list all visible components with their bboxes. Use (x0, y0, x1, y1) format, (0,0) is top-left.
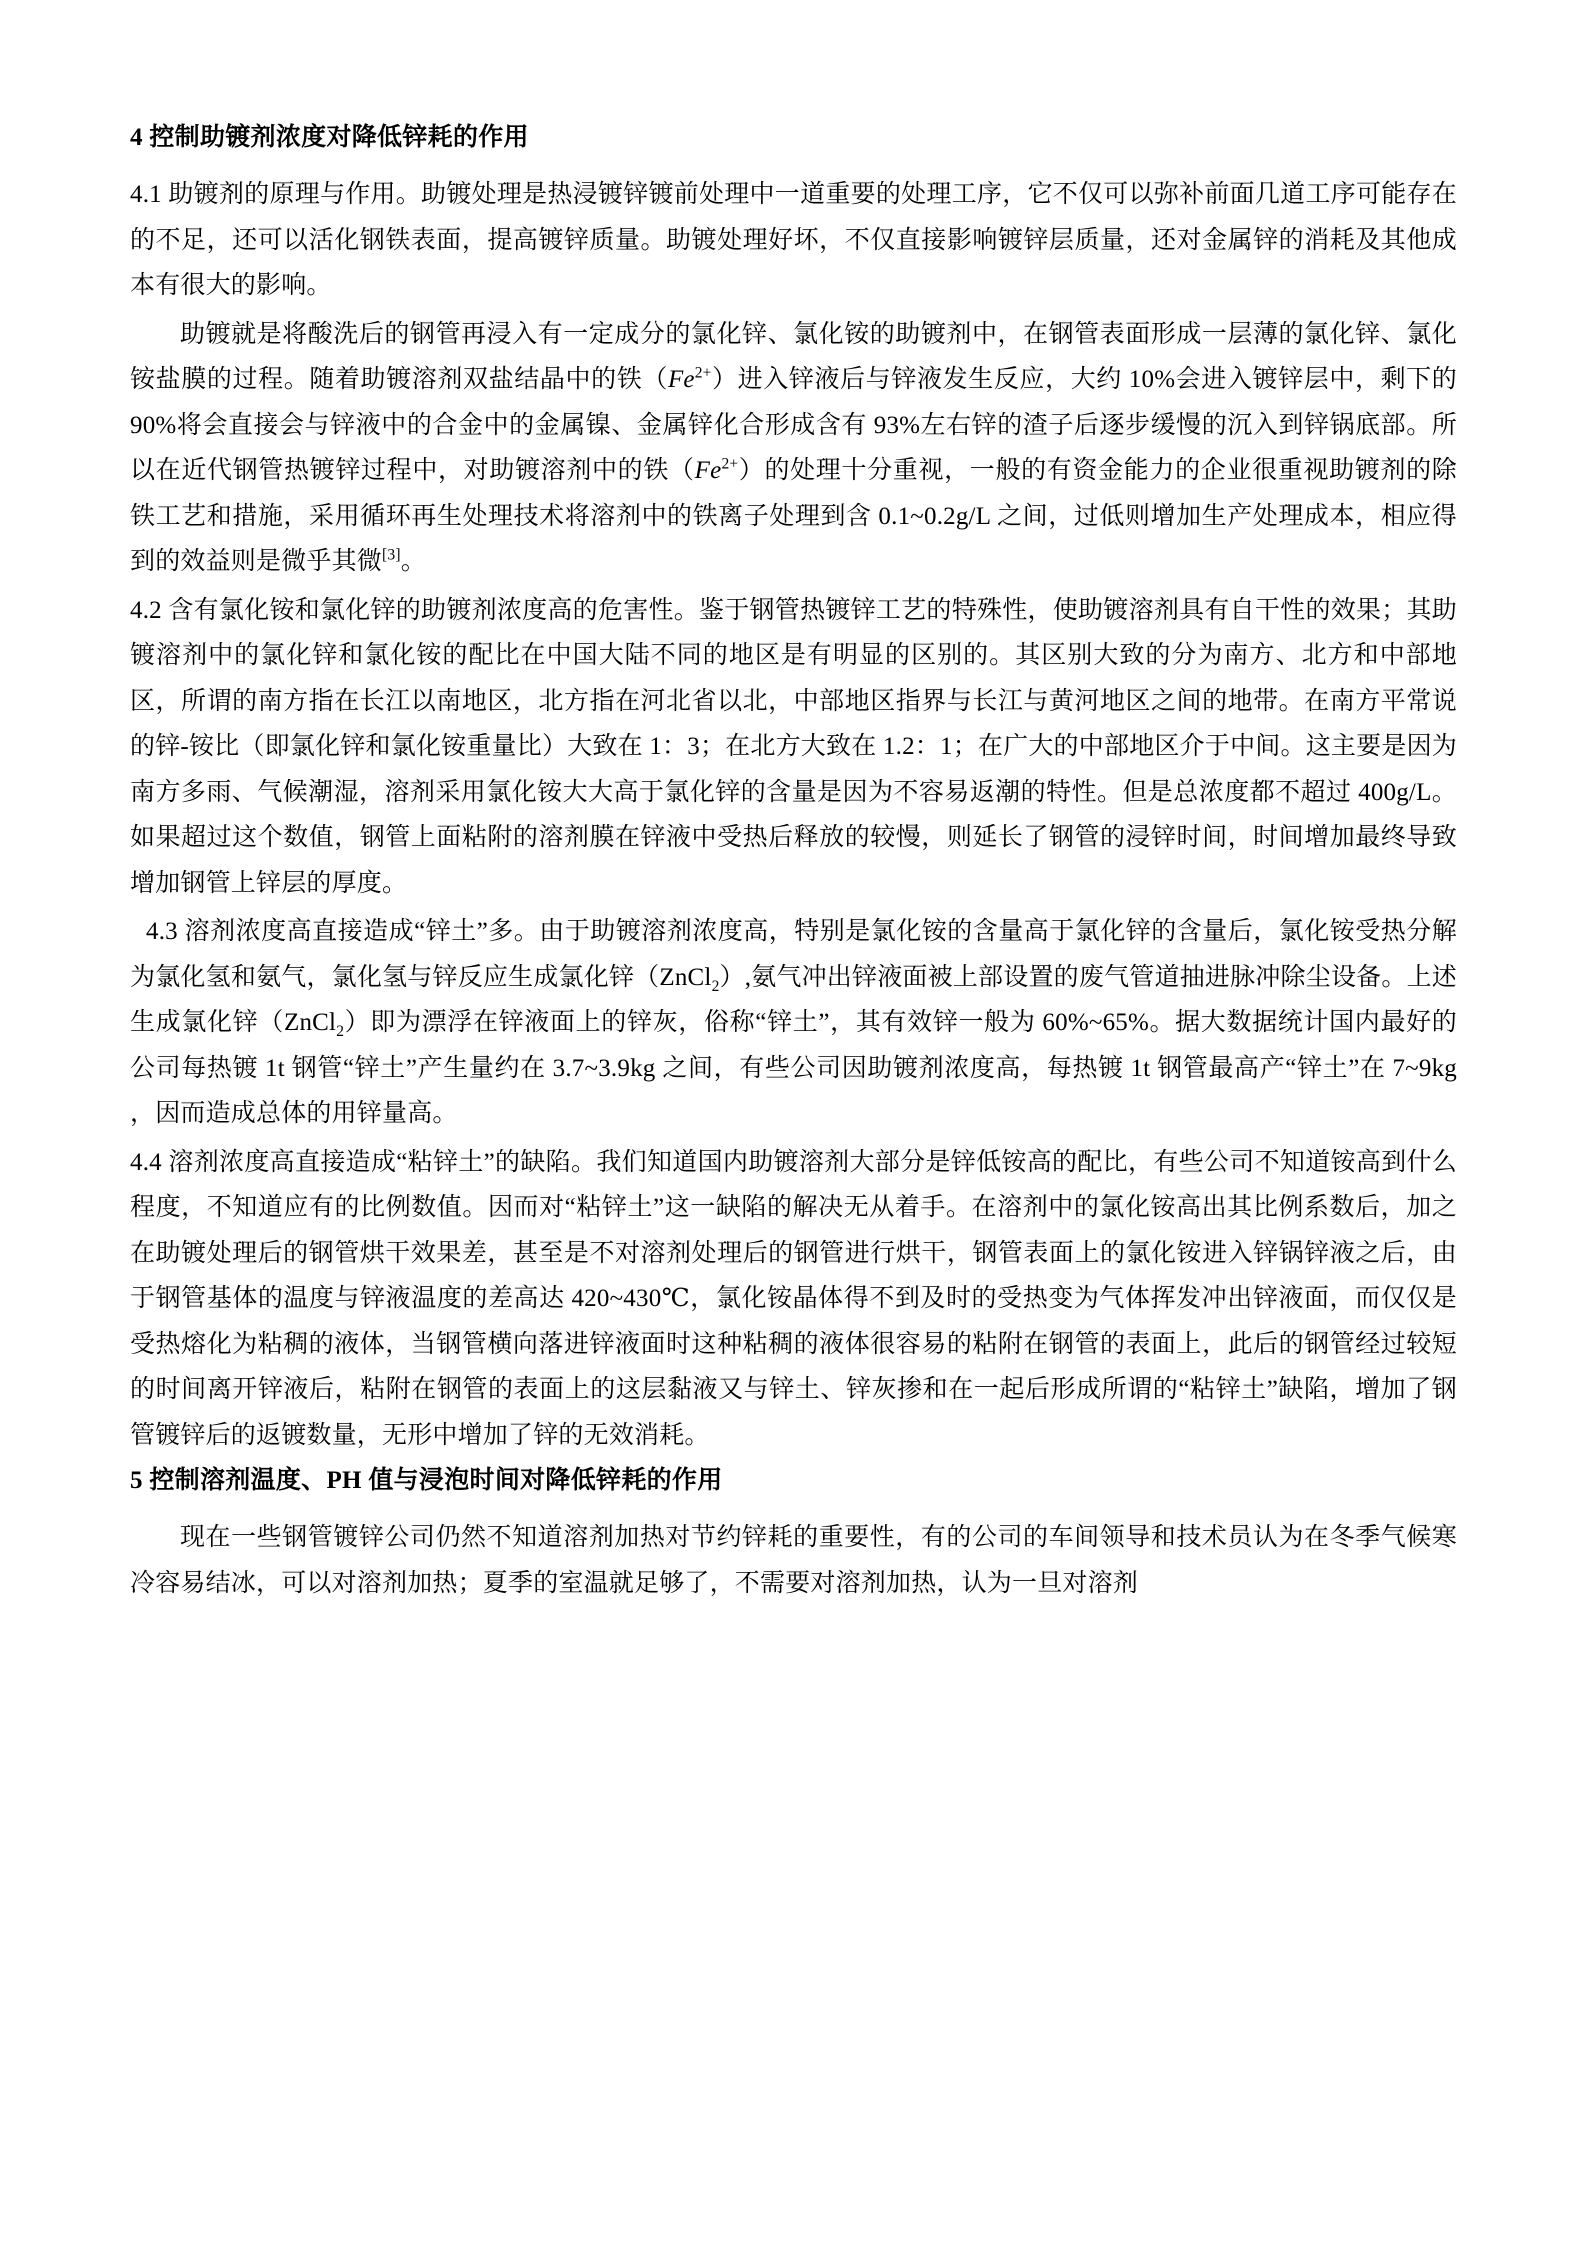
paragraph-4-3: 4.3 溶剂浓度高直接造成“锌土”多。由于助镀溶剂浓度高，特别是氯化铵的含量高于氯化锌的含量后，氯化铵受热分解为氯化氢和氨气，氯化氢与锌反应生成氯化锌（ZnCl$_2$）,氨气冲出锌液面被上部设置的废气管道抽进脉冲除尘设备。上述生成氯化锌（ZnCl$_2$）即为漂浮在锌液面上的锌灰，俗称“锌土”，其有效锌一般为 60%~65%。据大数据统计国内最好的公司每热镀 1t 钢管“锌土”产生量约在 3.7~3.9kg 之间，有些公司因助镀剂浓度高，每热镀 1t 钢管最高产“锌土”在 7~9kg ，因而造成总体的用锌量高。 (130, 918, 1457, 1127)
paragraph-4-1: 4.1 助镀剂的原理与作用。助镀处理是热浸镀锌镀前处理中一道重要的处理工序，它不仅可以弥补前面几道工序可能存在的不足，还可以活化钢铁表面，提高镀锌质量。助镀处理好坏，不仅直接影响镀锌层质量，还对金属锌的消耗及其他成本有很大的影响。 (130, 181, 1457, 299)
document-body (130, 118, 1457, 1606)
section-heading-4: 4 控制助镀剂浓度对降低锌耗的作用 (130, 124, 529, 151)
paragraph-4-1-continued: 助镀就是将酸洗后的钢管再浸入有一定成分的氯化锌、氯化铵的助镀剂中，在钢管表面形成一层薄的氯化锌、氯化铵盐膜的过程。随着助镀溶剂双盐结晶中的铁$(Fe^{2+})$进入锌液后与锌液发生反应，大约 10%会进入镀锌层中，剩下的 90%将会直接会与锌液中的合金中的金属镍、金属锌化合形成含有 93%左右锌的渣子后逐步缓慢的沉入到锌锅底部。所以在近代钢管热镀锌过程中，对助镀溶剂中的铁$(Fe^{2+})$的处理十分重视，一般的有资金能力的企业很重视助镀剂的除铁工艺和措施，采用循环再生处理技术将溶剂中的铁离子处理到含 0.1~0.2g/L 之间，过低则增加生产处理成本，相应得到的效益则是微乎其微[3]。 (130, 320, 1457, 575)
paragraph-4-2: 4.2 含有氯化铵和氯化锌的助镀剂浓度高的危害性。鉴于钢管热镀锌工艺的特殊性，使助镀溶剂具有自干性的效果；其助镀溶剂中的氯化锌和氯化铵的配比在中国大陆不同的地区是有明显的区别的。其区别大致的分为南方、北方和中部地区，所谓的南方指在长江以南地区，北方指在河北省以北，中部地区指界与长江与黄河地区之间的地带。在南方平常说的锌-铵比（即氯化锌和氯化铵重量比）大致在 1：3；在北方大致在 1.2：1；在广大的中部地区介于中间。这主要是因为南方多雨、气候潮湿，溶剂采用氯化铵大大高于氯化锌的含量是因为不容易返潮的特性。但是总浓度都不超过 400g/L。如果超过这个数值，钢管上面粘附的溶剂膜在锌液中受热后释放的较慢，则延长了钢管的浸锌时间，时间增加最终导致增加钢管上锌层的厚度。 (130, 596, 1457, 897)
section-heading-5: 5 控制溶剂温度、PH 值与浸泡时间对降低锌耗的作用 (130, 1467, 723, 1494)
paragraph-5-1: 现在一些钢管镀锌公司仍然不知道溶剂加热对节约锌耗的重要性，有的公司的车间领导和技术员认为在冬季气候寒冷容易结冰，可以对溶剂加热；夏季的室温就足够了，不需要对溶剂加热，认为一旦对溶剂 (130, 1524, 1457, 1597)
paragraph-4-4: 4.4 溶剂浓度高直接造成“粘锌土”的缺陷。我们知道国内助镀溶剂大部分是锌低铵高的配比，有些公司不知道铵高到什么程度，不知道应有的比例数值。因而对“粘锌土”这一缺陷的解决无从着手。在溶剂中的氯化铵高出其比例系数后，加之在助镀处理后的钢管烘干效果差，甚至是不对溶剂处理后的钢管进行烘干，钢管表面上的氯化铵进入锌锅锌液之后，由于钢管基体的温度与锌液温度的差高达 420~430℃，氯化铵晶体得不到及时的受热变为气体挥发冲出锌液面，而仅仅是受热熔化为粘稠的液体，当钢管横向落进锌液面时这种粘稠的液体很容易的粘附在钢管的表面上，此后的钢管经过较短的时间离开锌液后，粘附在钢管的表面上的这层黏液又与锌土、锌灰掺和在一起后形成所谓的“粘锌土”缺陷，增加了钢管镀锌后的返镀数量，无形中增加了锌的无效消耗。 (130, 1148, 1457, 1449)
